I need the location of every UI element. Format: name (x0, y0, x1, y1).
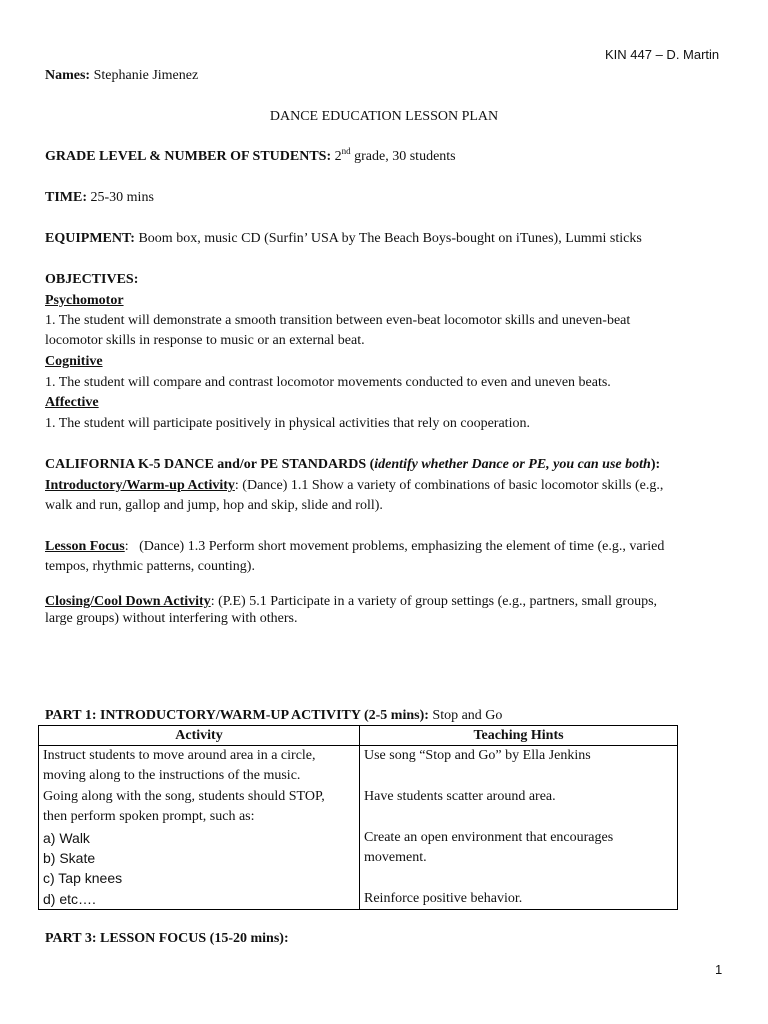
affective-line-1: 1. The student will participate positively in physical activities that rely on cooperation. (45, 416, 530, 431)
affective-label-text: Affective (45, 395, 99, 410)
affective-label (45, 393, 99, 413)
objectives-heading-text: OBJECTIVES: (45, 272, 139, 287)
psychomotor-label (45, 291, 124, 311)
hints-line: Use song “Stop and Go” by Ella Jenkins (364, 748, 591, 763)
grade-rest: grade, 30 students (354, 149, 456, 164)
activity-line: b) Skate (43, 850, 96, 867)
time-line (45, 188, 154, 208)
objectives-heading (45, 270, 138, 290)
standards-heading-part-b: identify whether Dance or PE, you can use both (374, 457, 651, 472)
psychomotor-label-text: Psychomotor (45, 293, 124, 308)
standards-focus-line-1 (45, 537, 664, 557)
hints-line: Create an open environment that encourages (364, 829, 614, 845)
hints-line (364, 766, 673, 786)
hints-cell (360, 746, 678, 910)
standards-intro-text: : (Dance) 1.1 Show a variety of combinations of basic locomotor skills (e.g., (234, 478, 664, 493)
part1-heading-text: PART 1: INTRODUCTORY/WARM-UP ACTIVITY (2-5 mins): (45, 708, 429, 723)
cognitive-label-text: Cognitive (45, 354, 103, 369)
standards-closing-label: Closing/Cool Down Activity (45, 594, 211, 609)
cognitive-line-1: 1. The student will compare and contrast locomotor movements conducted to even and uneven beats. (45, 375, 611, 390)
table-header-hints: Teaching Hints (360, 726, 678, 746)
activity-line: Going along with the song, students should STOP, (43, 788, 325, 804)
grade-superscript: nd (341, 146, 351, 156)
activity-line: a) Walk (43, 829, 90, 846)
standards-heading (45, 455, 660, 475)
standards-focus-line-2: tempos, rhythmic patterns, counting). (45, 559, 255, 574)
psychomotor-line-1: 1. The student will demonstrate a smooth transition between even-beat locomotor skills and uneven-beat (45, 313, 631, 328)
hints-line: Have students scatter around area. (364, 788, 556, 804)
table-header-activity: Activity (39, 726, 360, 746)
time-label: TIME: (45, 190, 87, 205)
standards-closing-line-2: large groups) without interfering with others. (45, 611, 298, 626)
standards-intro-line-2: walk and run, gallop and jump, hop and skip, slide and roll). (45, 498, 383, 513)
activity-line: d) etc…. (43, 890, 96, 907)
standards-heading-part-c: ): (650, 457, 661, 472)
hints-line: movement. (364, 850, 427, 865)
names-value: Stephanie Jimenez (93, 68, 199, 83)
grade-number: 2 (334, 149, 342, 164)
course-header: KIN 447 – D. Martin (605, 47, 720, 62)
warmup-activity-table (38, 725, 678, 910)
table-row (39, 746, 678, 910)
time-value: 25-30 mins (90, 190, 154, 205)
standards-closing-text: : (P.E) 5.1 Participate in a variety of group settings (e.g., partners, small groups, (210, 594, 658, 609)
grade-line (45, 147, 456, 167)
activity-line: moving along to the instructions of the music. (43, 768, 301, 784)
hints-line: Reinforce positive behavior. (364, 890, 523, 906)
activity-line: then perform spoken prompt, such as: (43, 809, 255, 825)
equipment-value: Boom box, music CD (Surfin’ USA by The Beach Boys-bought on iTunes), Lummi sticks (138, 231, 642, 246)
grade-label: GRADE LEVEL & NUMBER OF STUDENTS: (45, 149, 332, 164)
standards-heading-part-a: CALIFORNIA K-5 DANCE and/or PE STANDARDS ( (45, 457, 375, 472)
hints-line (364, 807, 673, 827)
standards-focus-text: : (Dance) 1.3 Perform short movement problems, emphasizing the element of time (e.g., varied (124, 539, 665, 554)
standards-focus-label: Lesson Focus (45, 539, 125, 554)
standards-intro-label: Introductory/Warm-up Activity (45, 478, 235, 493)
names-label: Names: (45, 68, 91, 83)
part1-heading (45, 706, 502, 726)
page-number: 1 (715, 962, 723, 977)
part3-heading (45, 929, 289, 949)
equipment-line (45, 229, 642, 249)
document-title: DANCE EDUCATION LESSON PLAN (269, 109, 499, 124)
psychomotor-line-2: locomotor skills in response to music or an external beat. (45, 333, 365, 348)
part1-subtitle: Stop and Go (432, 708, 503, 723)
activity-line: c) Tap knees (43, 870, 123, 887)
standards-intro-line-1 (45, 476, 663, 496)
hints-line (364, 868, 673, 888)
equipment-label: EQUIPMENT: (45, 231, 135, 246)
activity-line: Instruct students to move around area in a circle, (43, 748, 316, 763)
part3-heading-text: PART 3: LESSON FOCUS (15-20 mins): (45, 931, 289, 946)
names-line (45, 66, 198, 86)
table-header-row (39, 726, 678, 746)
cognitive-label (45, 352, 103, 372)
activity-cell (39, 746, 360, 910)
